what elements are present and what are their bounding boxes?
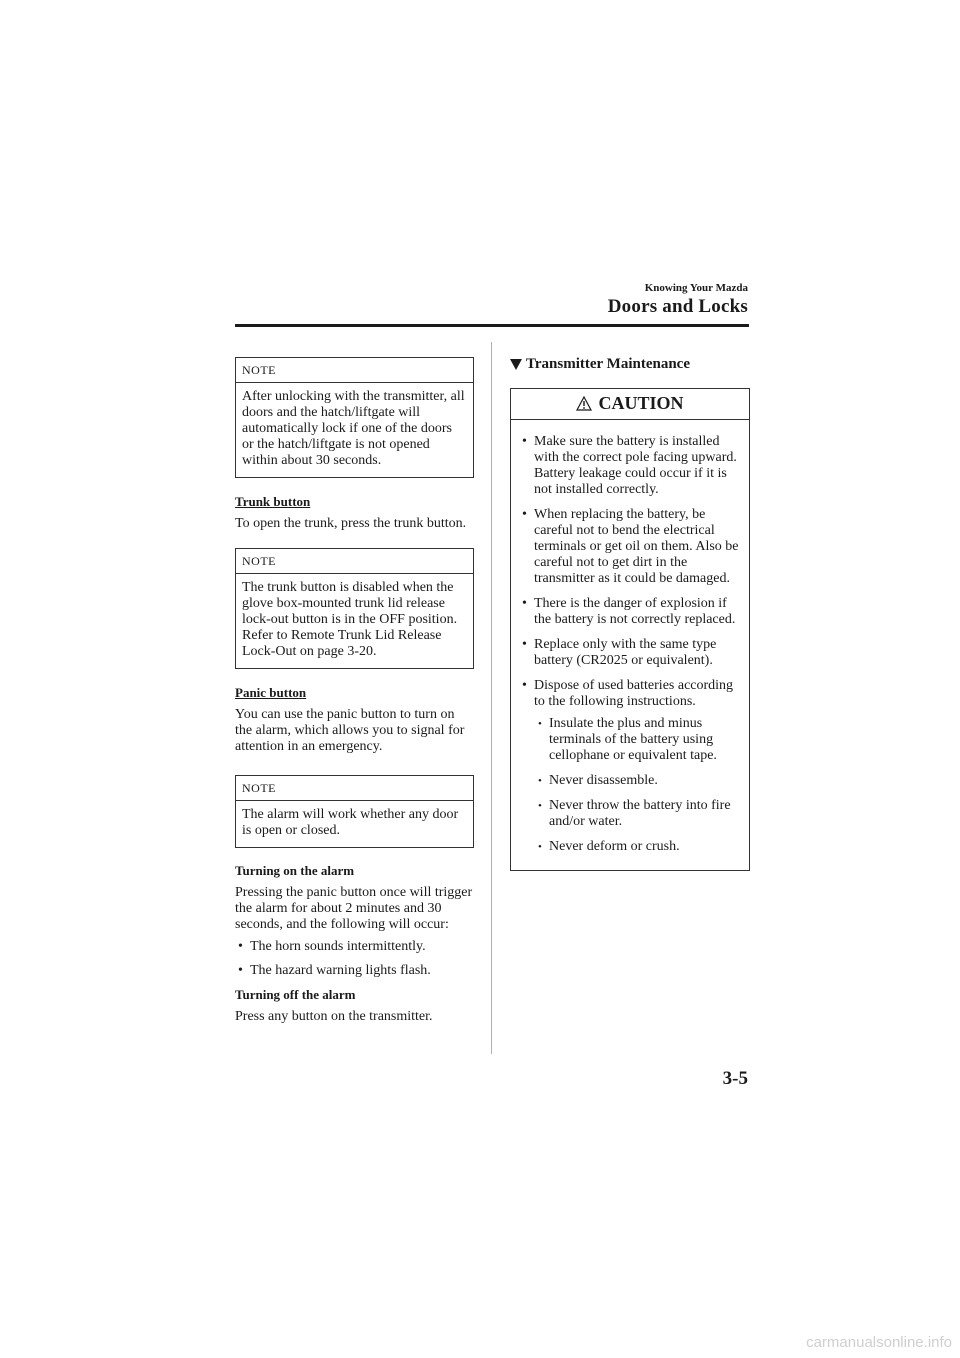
note-label: NOTE — [236, 358, 473, 383]
list-item: • There is the danger of explosion if the battery is not correctly replaced. — [522, 596, 736, 627]
note-text: The trunk button is disabled when the glove box-mounted trunk lid release lock-out button is in the OFF position. Refer to Remote Trunk Lid Release Lock-Out on page 3-20. — [242, 580, 458, 659]
caution-header — [511, 389, 749, 420]
list-item: • Replace only with the same type battery (CR2025 or equivalent). — [522, 637, 717, 668]
running-header-subtitle: Knowing Your Mazda — [644, 282, 748, 294]
caution-label: CAUTION — [598, 393, 684, 413]
left-column — [235, 357, 474, 1025]
note-box-alarm — [235, 775, 474, 848]
warning-triangle-icon — [576, 396, 592, 411]
note-box-auto-lock — [235, 357, 474, 478]
running-header-title: Doors and Locks — [607, 296, 748, 317]
list-item: • Insulate the plus and minus terminals of the battery using cellophane or equivalent tape. — [538, 716, 717, 763]
turning-off-alarm-text: Press any button on the transmitter. — [235, 1009, 433, 1024]
triangle-down-icon — [510, 359, 522, 370]
bullet-icon: • — [522, 678, 527, 693]
trunk-button-heading: Trunk button — [235, 494, 311, 509]
panic-button-heading: Panic button — [235, 685, 307, 700]
list-item: • The horn sounds intermittently. — [238, 939, 426, 954]
alarm-effects-list — [235, 939, 474, 979]
turning-off-alarm-heading: Turning off the alarm — [235, 987, 356, 1002]
note-box-trunk-lockout — [235, 548, 474, 669]
list-item: • Never throw the battery into fire and/or water. — [538, 798, 731, 829]
header-rule — [235, 324, 749, 327]
caution-box — [510, 388, 750, 871]
note-text: The alarm will work whether any door is open or closed. — [242, 807, 459, 838]
bullet-icon: • — [522, 596, 527, 611]
list-item: • Never disassemble. — [538, 773, 658, 788]
turning-on-alarm-heading: Turning on the alarm — [235, 863, 355, 878]
right-column — [510, 354, 750, 871]
watermark: carmanualsonline.info — [806, 1334, 952, 1351]
note-text: After unlocking with the transmitter, all doors and the hatch/liftgate will automatically lock if one of the doors or the hatch/liftgate is not opened within about 30 seconds. — [242, 389, 465, 468]
bullet-icon: • — [238, 939, 243, 954]
list-item: • The hazard warning lights flash. — [238, 963, 431, 978]
bullet-icon: • — [538, 841, 542, 853]
bullet-icon: • — [522, 507, 527, 522]
bullet-icon: • — [538, 775, 542, 787]
note-label: NOTE — [236, 549, 473, 574]
note-label: NOTE — [236, 776, 473, 801]
dispose-instructions-list — [534, 716, 741, 855]
bullet-icon: • — [238, 963, 243, 978]
column-divider — [491, 342, 492, 1054]
caution-list — [519, 434, 741, 855]
bullet-icon: • — [538, 718, 542, 730]
bullet-icon: • — [522, 434, 527, 449]
panic-button-text: You can use the panic button to turn on the alarm, which allows you to signal for attention in an emergency. — [235, 707, 465, 754]
bullet-icon: • — [522, 637, 527, 652]
section-title: Transmitter Maintenance — [510, 354, 750, 374]
list-item: • Dispose of used batteries according to the following instructions. • Insulate the plus and minus terminals of the battery using cellophane or equivalent tape. • Never disassemble. • Never throw the battery into fire and/or water. • Never deform or crush. — [519, 678, 741, 855]
caution-body — [511, 420, 749, 866]
list-item: • Make sure the battery is installed with the correct pole facing upward. Battery leakage could occur if it is not installed correctly. — [522, 434, 737, 497]
list-item: • Never deform or crush. — [538, 839, 680, 854]
list-item: • When replacing the battery, be careful not to bend the electrical terminals or get oil on them. Also be careful not to get dirt in the transmitter as it could be damaged. — [522, 507, 739, 586]
turning-on-alarm-text: Pressing the panic button once will trigger the alarm for about 2 minutes and 30 seconds, and the following will occur: — [235, 885, 473, 932]
bullet-icon: • — [538, 800, 542, 812]
page-number: 3-5 — [722, 1068, 748, 1089]
trunk-button-text: To open the trunk, press the trunk button. — [235, 516, 467, 531]
